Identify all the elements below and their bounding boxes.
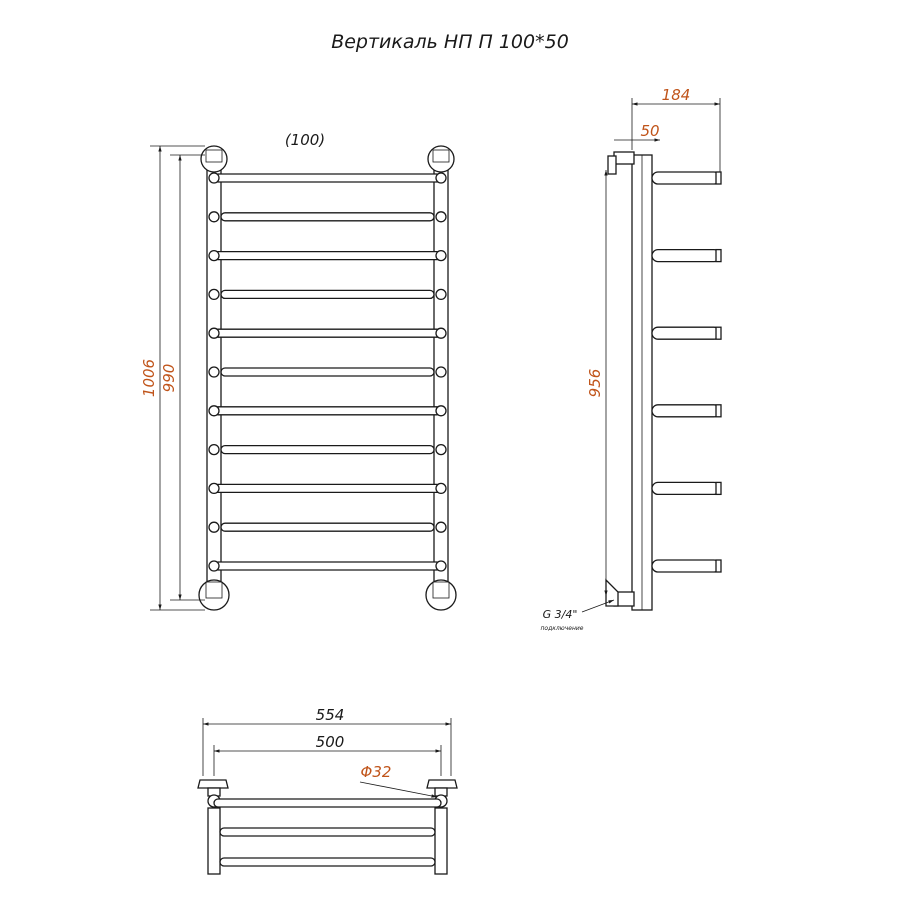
rail-joint xyxy=(209,328,219,338)
overall-height-dimension: 1006 xyxy=(140,358,158,398)
rail-joint xyxy=(436,561,446,571)
rail-joint xyxy=(209,445,219,455)
rail-joint xyxy=(209,251,219,261)
front-rail xyxy=(221,368,434,376)
rail-joint xyxy=(436,367,446,377)
front-rail xyxy=(214,174,441,182)
bottom-side-connector xyxy=(606,580,634,606)
center-height-dimension: 990 xyxy=(160,363,178,393)
rail-joint xyxy=(436,173,446,183)
rail-joint xyxy=(209,406,219,416)
rail-joint xyxy=(209,483,219,493)
bottom-left-fitting xyxy=(199,580,229,610)
side-bar xyxy=(652,405,720,417)
pipe-diameter-label: Φ32 xyxy=(360,763,392,781)
rail-joint xyxy=(209,289,219,299)
rail-joint xyxy=(436,406,446,416)
front-rail xyxy=(214,484,441,492)
rail-joint xyxy=(436,483,446,493)
rail-joint xyxy=(209,522,219,532)
left-vertical-pipe xyxy=(207,162,221,602)
side-bar-end xyxy=(716,250,721,262)
front-rail xyxy=(214,329,441,337)
side-bar-end xyxy=(716,560,721,572)
top-view xyxy=(198,706,457,874)
top-view-rails xyxy=(214,799,441,866)
rail-joint xyxy=(436,251,446,261)
rail-joint xyxy=(436,212,446,222)
side-view xyxy=(540,86,721,632)
side-depth-dimension: 184 xyxy=(661,86,691,104)
side-bar xyxy=(652,327,720,339)
front-rail xyxy=(221,523,434,531)
top-side-connector xyxy=(608,152,634,174)
top-right-fitting xyxy=(428,146,454,172)
side-bar xyxy=(652,250,720,262)
rail-joint xyxy=(209,561,219,571)
wall-offset-dimension: 50 xyxy=(640,122,660,140)
thread-label: G 3/4" xyxy=(542,608,578,621)
center-width-dimension: 500 xyxy=(315,733,345,751)
rail-joint xyxy=(209,367,219,377)
rail-joint xyxy=(436,522,446,532)
side-height-dimension: 956 xyxy=(586,368,604,398)
right-vertical-pipe xyxy=(434,162,448,602)
side-bars xyxy=(652,172,721,572)
rail-joint xyxy=(209,173,219,183)
top-view-rail xyxy=(220,828,435,836)
top-view-rail xyxy=(214,799,441,807)
bottom-right-fitting xyxy=(426,580,456,610)
overall-width-dimension: 554 xyxy=(315,706,345,724)
side-bar xyxy=(652,482,720,494)
front-view xyxy=(140,131,456,610)
side-bar xyxy=(652,172,720,184)
side-bar-end xyxy=(716,172,721,184)
rail-joint xyxy=(436,445,446,455)
front-rail xyxy=(214,252,441,260)
front-rail xyxy=(221,290,434,298)
connection-note: подключение xyxy=(540,625,584,632)
front-rails xyxy=(209,173,446,571)
rail-joint xyxy=(436,328,446,338)
drawing-title: Вертикаль НП П 100*50 xyxy=(331,31,569,53)
front-rail xyxy=(214,407,441,415)
center-distance-label: (100) xyxy=(284,131,326,149)
front-rail xyxy=(221,446,434,454)
side-bar-end xyxy=(716,405,721,417)
front-rail xyxy=(214,562,441,570)
side-bar xyxy=(652,560,720,572)
top-view-rail xyxy=(220,858,435,866)
rail-joint xyxy=(436,289,446,299)
top-left-fitting xyxy=(201,146,227,172)
side-bar-end xyxy=(716,482,721,494)
rail-joint xyxy=(209,212,219,222)
side-bar-end xyxy=(716,327,721,339)
front-rail xyxy=(221,213,434,221)
